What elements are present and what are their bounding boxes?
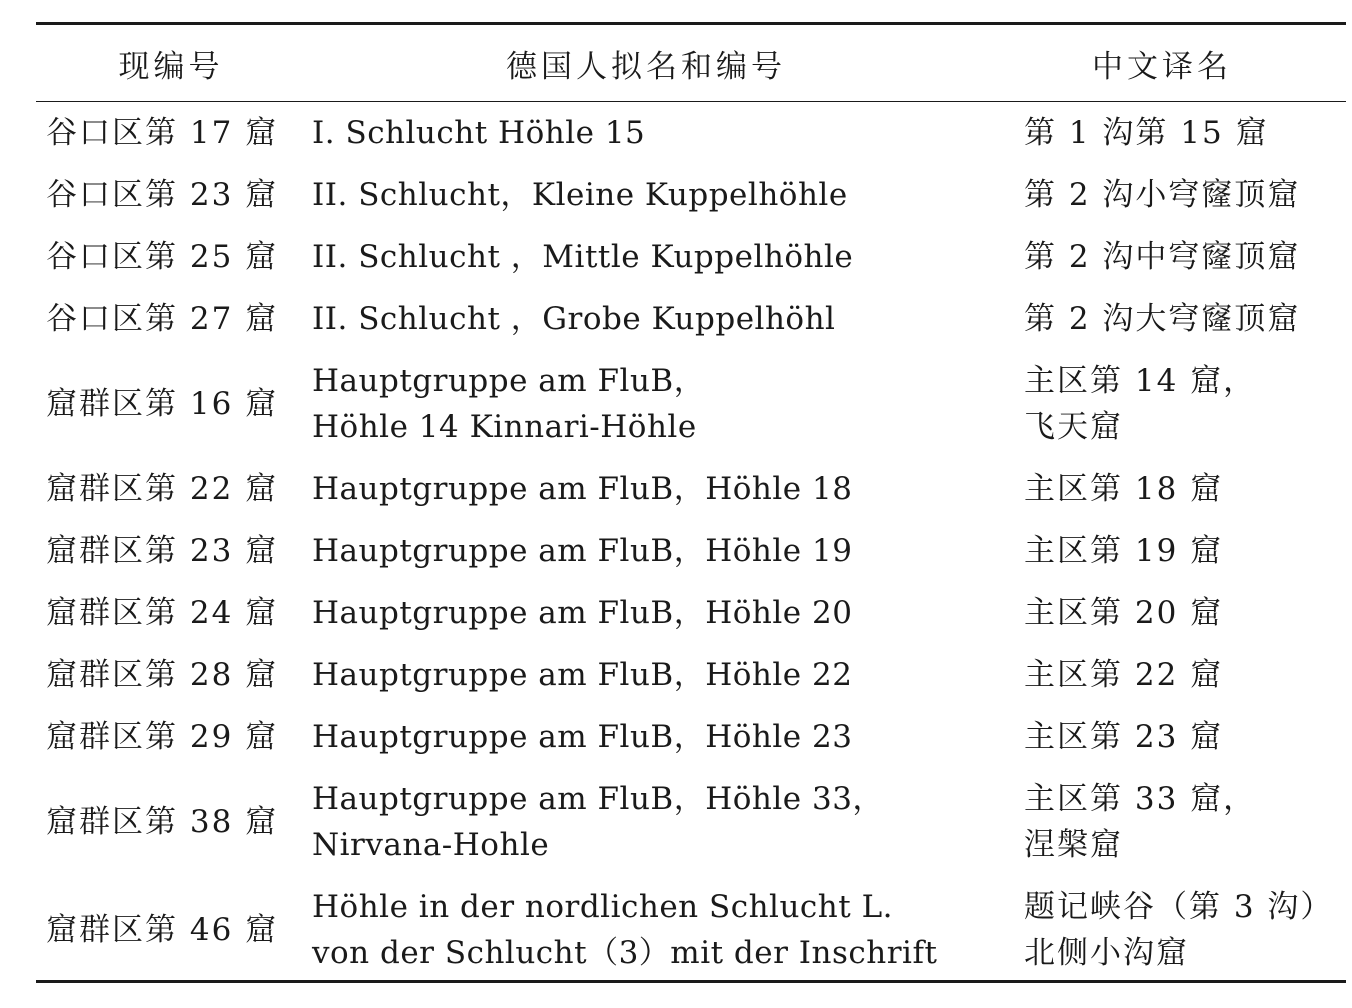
cell-current-number: 谷口区第 17 窟: [46, 115, 279, 151]
cell-german-name: II. Schlucht ，Mittle Kuppelhöhle: [312, 239, 854, 275]
table-row: [36, 706, 1346, 768]
header-current-number: 现编号: [118, 48, 224, 85]
cell-german-name: Hauptgruppe am FluB，Höhle 20: [312, 595, 853, 631]
cell-current-number: 谷口区第 23 窟: [46, 177, 279, 213]
cell-chinese-name: 第 1 沟第 15 窟: [1024, 115, 1269, 151]
cell-current-number: 窟群区第 22 窟: [46, 471, 279, 507]
table-body: [36, 102, 1346, 982]
cell-current-number: 谷口区第 27 窟: [46, 301, 279, 337]
cell-german-name: I. Schlucht Höhle 15: [312, 115, 646, 151]
cell-current-number: 窟群区第 23 窟: [46, 533, 279, 569]
cave-name-table: [36, 22, 1346, 983]
table-row: [36, 350, 1346, 458]
cell-chinese-name: 第 2 沟中穹窿顶窟: [1024, 239, 1301, 275]
table-row: [36, 768, 1346, 876]
cell-current-number: 窟群区第 46 窟: [46, 912, 279, 948]
cell-chinese-name: 题记峡谷（第 3 沟） 北侧小沟窟: [1024, 889, 1334, 971]
cell-chinese-name: 主区第 14 窟， 飞天窟: [1024, 363, 1257, 445]
cell-chinese-name: 主区第 22 窟: [1024, 657, 1224, 693]
table-row: [36, 582, 1346, 644]
table-row: [36, 288, 1346, 350]
cave-name-table-container: [36, 22, 1346, 983]
cell-chinese-name: 主区第 18 窟: [1024, 471, 1224, 507]
table-row: [36, 458, 1346, 520]
cell-chinese-name: 第 2 沟小穹窿顶窟: [1024, 177, 1301, 213]
cell-german-name: Hauptgruppe am FluB，Höhle 22: [312, 657, 853, 693]
table-row: [36, 876, 1346, 982]
header-german-name: 德国人拟名和编号: [506, 48, 786, 85]
table-row: [36, 644, 1346, 706]
cell-current-number: 窟群区第 29 窟: [46, 719, 279, 755]
table-header: [36, 24, 1346, 102]
cell-chinese-name: 主区第 19 窟: [1024, 533, 1224, 569]
table-row: [36, 164, 1346, 226]
cell-chinese-name: 主区第 33 窟， 涅槃窟: [1024, 781, 1257, 863]
cell-chinese-name: 第 2 沟大穹窿顶窟: [1024, 301, 1301, 337]
table-row: [36, 102, 1346, 165]
cell-german-name: Hauptgruppe am FluB，Höhle 19: [312, 533, 853, 569]
cell-current-number: 窟群区第 28 窟: [46, 657, 279, 693]
cell-german-name: Hauptgruppe am FluB， Höhle 14 Kinnari-Höhle: [312, 363, 706, 445]
cell-german-name: Hauptgruppe am FluB，Höhle 33， Nirvana-Hohle: [312, 781, 884, 863]
table-row: [36, 520, 1346, 582]
cell-german-name: Hauptgruppe am FluB，Höhle 23: [312, 719, 853, 755]
header-chinese-name: 中文译名: [1092, 48, 1232, 85]
cell-german-name: Höhle in der nordlichen Schlucht L. von der Schlucht（3）mit der Inschrift: [312, 889, 938, 971]
cell-german-name: II. Schlucht，Kleine Kuppelhöhle: [312, 177, 848, 213]
cell-chinese-name: 主区第 23 窟: [1024, 719, 1224, 755]
header-row: [36, 24, 1346, 102]
cell-current-number: 窟群区第 24 窟: [46, 595, 279, 631]
cell-current-number: 谷口区第 25 窟: [46, 239, 279, 275]
table-row: [36, 226, 1346, 288]
cell-german-name: II. Schlucht ，Grobe Kuppelhöhl: [312, 301, 836, 337]
cell-current-number: 窟群区第 38 窟: [46, 804, 279, 840]
cell-chinese-name: 主区第 20 窟: [1024, 595, 1224, 631]
cell-current-number: 窟群区第 16 窟: [46, 386, 279, 422]
cell-german-name: Hauptgruppe am FluB，Höhle 18: [312, 471, 853, 507]
